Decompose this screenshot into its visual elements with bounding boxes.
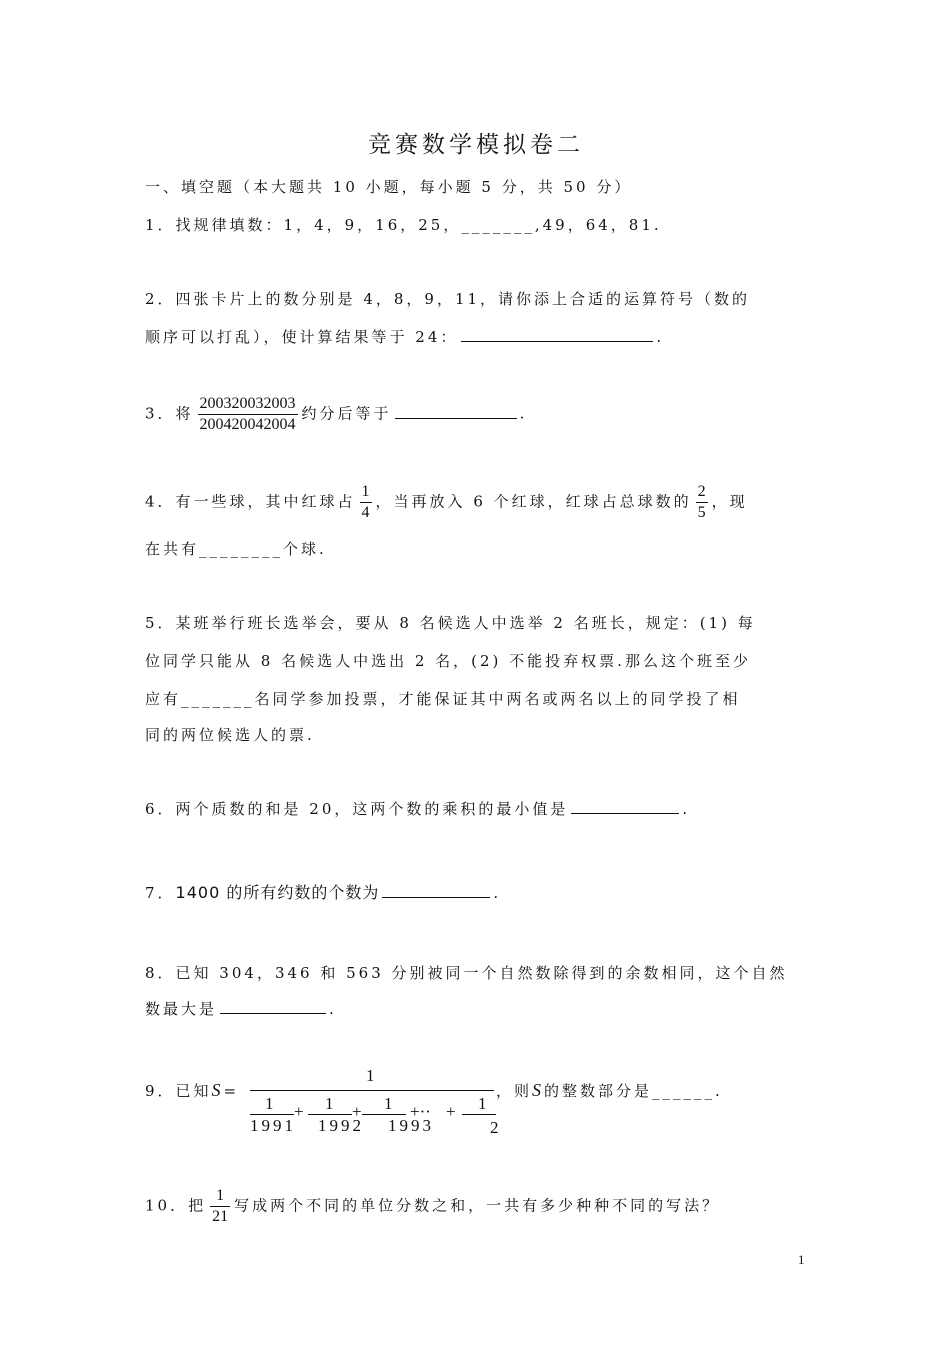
q7-number: 7． xyxy=(145,884,176,902)
question-2-line-2 xyxy=(145,326,815,347)
question-5-line-1: 5．某班举行班长选举会，要从 8 名候选人中选举 2 名班长，规定：(1) 每 xyxy=(145,614,756,632)
question-8-line-1: 8．已知 304，346 和 563 分别被同一个自然数除得到的余数相同，这个自然 xyxy=(145,964,788,982)
q1-blank: _______ xyxy=(461,216,535,234)
q4-f2-numerator: 2 xyxy=(697,483,706,500)
q9-variable: S xyxy=(211,1080,224,1100)
q2-text: 顺序可以打乱），使计算结果等于 24： xyxy=(145,328,459,346)
q4-fraction-2 xyxy=(696,482,708,523)
q2-end: . xyxy=(656,328,665,346)
q6-text: 6．两个质数的和是 20，这两个数的乘积的最小值是 xyxy=(145,800,569,818)
q9-ellipsis: +·· xyxy=(410,1102,431,1121)
q3-numerator: 200320032003 xyxy=(199,395,296,412)
section-heading: 一、填空题（本大题共 10 小题，每小题 5 分，共 50 分） xyxy=(145,178,633,196)
q7-end: . xyxy=(493,884,502,902)
q9-equals: = xyxy=(223,1082,240,1100)
q9-term-4-numerator: 1 xyxy=(478,1094,487,1113)
q10-tail: 写成两个不同的单位分数之和，一共有多少种种不同的写法？ xyxy=(234,1196,721,1215)
question-10 xyxy=(145,1186,815,1227)
q9-term-2-denominator: 1992 xyxy=(318,1116,364,1135)
q4-line2-pre: 在共有 xyxy=(145,540,200,558)
question-7 xyxy=(145,880,815,903)
q9-tail-text: 的整数部分是 xyxy=(544,1082,653,1100)
q8-answer-blank xyxy=(220,999,326,1014)
q5-line3-pre: 应有 xyxy=(145,690,182,708)
q3-answer-blank xyxy=(395,404,517,419)
q4-f1-denominator: 4 xyxy=(361,504,370,521)
q7-text: 1400 的所有约数的个数为 xyxy=(175,883,380,902)
q5-line3-post: 名同学参加投票，才能保证其中两名或两名以上的同学投了相 xyxy=(254,690,741,708)
page-number: 1 xyxy=(798,1252,805,1267)
page-title: 竞赛数学模拟卷二 xyxy=(368,132,584,158)
q1-tail: ,49，64，81. xyxy=(534,216,662,234)
q10-numerator: 1 xyxy=(216,1187,225,1204)
q3-prefix: 3．将 xyxy=(145,404,194,423)
q4-line2-post: 个球. xyxy=(283,540,327,558)
q8-text: 数最大是 xyxy=(145,1000,218,1018)
question-6 xyxy=(145,798,815,819)
q1-text: 1．找规律填数：1，4，9，16，25， xyxy=(145,216,462,234)
q9-term-2-bar xyxy=(308,1114,352,1115)
q9-end: . xyxy=(715,1082,723,1100)
q6-answer-blank xyxy=(571,799,679,814)
q9-main-fraction-bar xyxy=(250,1090,494,1091)
question-3 xyxy=(145,394,815,435)
q9-term-3-bar xyxy=(362,1114,406,1115)
q9-prefix xyxy=(145,1080,255,1101)
question-2-line-1: 2．四张卡片上的数分别是 4，8，9，11，请你添上合适的运算符号（数的 xyxy=(145,290,751,308)
q4-mid: ，当再放入 6 个红球，红球占总球数的 xyxy=(375,492,692,511)
question-5-line-2: 位同学只能从 8 名候选人中选出 2 名，(2) 不能投弃权票.那么这个班至少 xyxy=(145,652,751,670)
q4-tail: ，现 xyxy=(711,492,748,511)
question-4-line-2 xyxy=(145,538,815,559)
q10-prefix: 10．把 xyxy=(145,1196,207,1215)
q9-prefix-text: 9．已知 xyxy=(145,1082,212,1100)
question-5-line-4: 同的两位候选人的票. xyxy=(145,726,315,744)
question-1 xyxy=(145,214,815,235)
q3-fraction xyxy=(198,394,298,435)
q9-term-4-clip xyxy=(490,1118,499,1137)
q9-variable-2: S xyxy=(532,1080,545,1100)
q4-f1-numerator: 1 xyxy=(361,483,370,500)
q3-mid: 约分后等于 xyxy=(301,404,392,423)
q9-blank: ______ xyxy=(652,1082,716,1100)
q9-term-3-numerator: 1 xyxy=(384,1094,393,1113)
q9-term-3-denominator: 1993 xyxy=(388,1116,434,1135)
question-8-line-2 xyxy=(145,998,815,1019)
question-5-line-3 xyxy=(145,688,815,709)
q9-tail xyxy=(496,1080,796,1101)
q9-term-1-denominator: 1991 xyxy=(250,1116,296,1135)
q9-term-4-bar xyxy=(462,1114,496,1115)
q5-blank: _______ xyxy=(181,690,255,708)
q9-term-1-bar xyxy=(250,1114,294,1115)
q4-f2-denominator: 5 xyxy=(697,504,706,521)
q4-blank: ________ xyxy=(199,540,284,558)
q2-answer-blank xyxy=(461,327,653,342)
q10-denominator: 21 xyxy=(212,1208,229,1225)
q8-end: . xyxy=(329,1000,337,1018)
q9-plus-2: + xyxy=(352,1102,362,1121)
q9-after: ，则 xyxy=(496,1082,533,1100)
q9-top-numerator: 1 xyxy=(366,1066,375,1085)
q4-fraction-1 xyxy=(360,482,372,523)
q7-answer-blank xyxy=(382,883,490,898)
question-4-line-1 xyxy=(145,482,815,523)
q10-fraction xyxy=(210,1186,230,1227)
q6-end: . xyxy=(682,800,691,818)
q9-plus-1: + xyxy=(294,1102,304,1121)
q9-term-2-numerator: 1 xyxy=(325,1094,334,1113)
q9-plus-4: + xyxy=(446,1102,456,1121)
q9-term-1-numerator: 1 xyxy=(265,1094,274,1113)
q9-term-4-denominator: 2 xyxy=(490,1118,499,1137)
q4-prefix: 4．有一些球，其中红球占 xyxy=(145,492,356,511)
q3-denominator: 200420042004 xyxy=(199,416,296,433)
q3-end: . xyxy=(519,404,528,423)
